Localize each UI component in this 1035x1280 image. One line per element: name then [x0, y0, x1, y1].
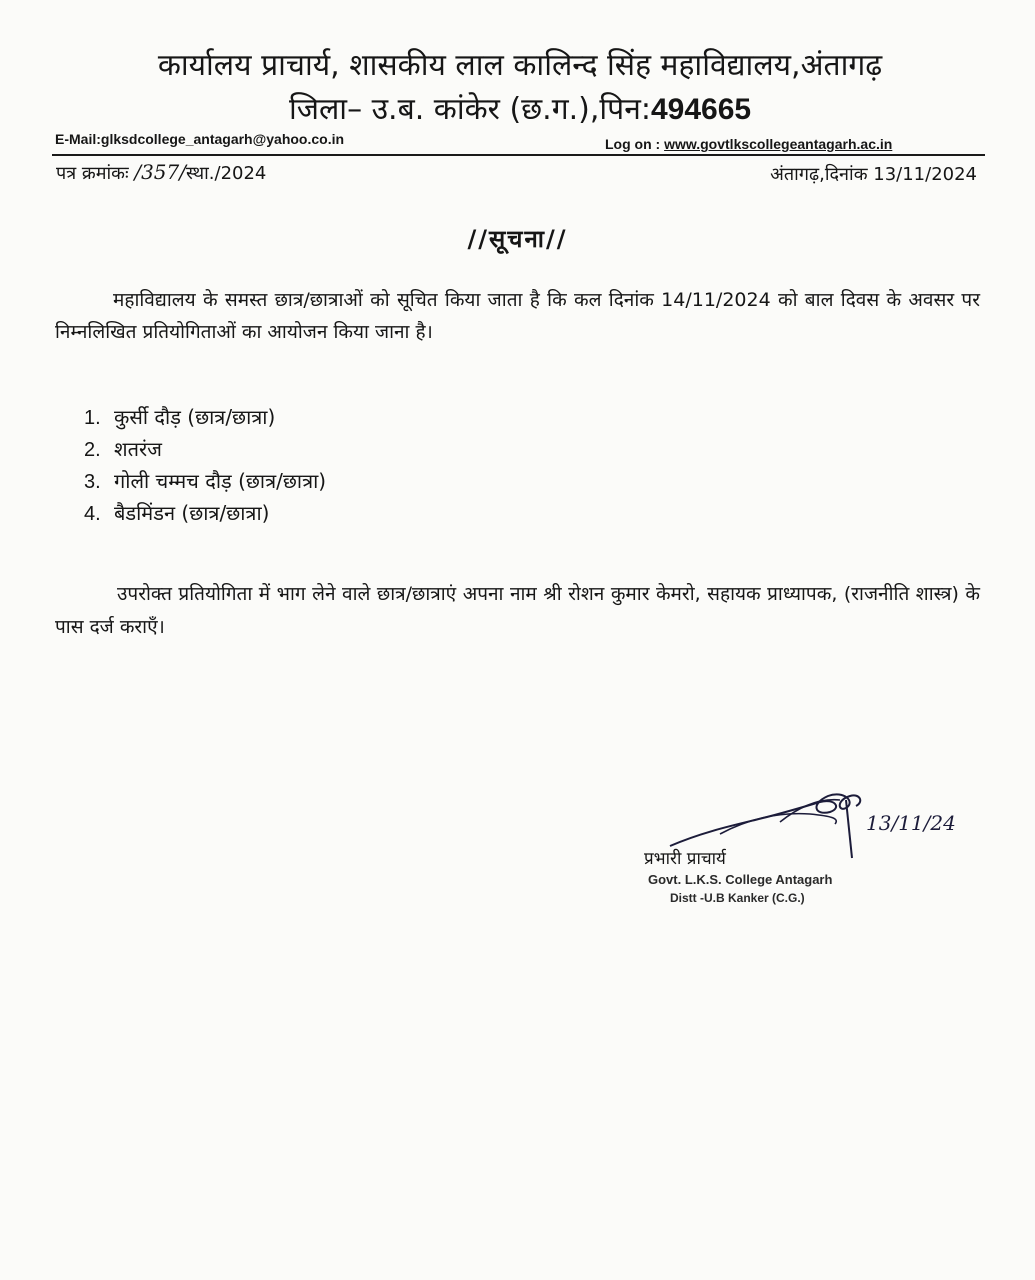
signatory-designation: प्रभारी प्राचार्य	[644, 849, 726, 869]
item-label: शतरंज	[114, 437, 163, 461]
list-item	[84, 466, 326, 498]
pin-code: 494665	[650, 93, 752, 126]
reference-number: /357/	[134, 160, 186, 184]
website-url: www.govtlkscollegeantagarh.ac.in	[664, 136, 893, 152]
competition-list	[84, 402, 326, 530]
reference-prefix: पत्र क्रमांकः	[56, 163, 135, 184]
notice-title: //सूचना//	[467, 225, 568, 253]
notice-paragraph-2	[55, 578, 980, 644]
item-number: 1.	[84, 407, 101, 429]
item-number: 2.	[84, 439, 101, 461]
item-label: गोली चम्मच दौड़ (छात्र/छात्रा)	[114, 469, 327, 493]
item-label: कुर्सी दौड़ (छात्र/छात्रा)	[114, 405, 276, 429]
district-text: जिला– उ.ब. कांकेर (छ.ग.),पिन:	[288, 92, 651, 127]
website-line	[605, 136, 892, 152]
paragraph-2-text: उपरोक्त प्रतियोगिता में भाग लेने वाले छात्र/छात्राएं अपना नाम श्री रोशन कुमार केमरो, सहायक प्राध्यापक, (राजनीति शास्त्र) के पास दर्ज कराएँ।	[55, 583, 980, 638]
item-label: बैडमिंडन (छात्र/छात्रा)	[114, 501, 270, 525]
item-number: 3.	[84, 471, 101, 493]
office-header: कार्यालय प्राचार्य, शासकीय लाल कालिन्द सिंह महाविद्यालय,अंतागढ़	[157, 48, 883, 83]
letter-date: अंतागढ़,दिनांक 13/11/2024	[770, 164, 977, 185]
list-item	[84, 402, 326, 434]
reference-suffix: स्था./2024	[185, 163, 267, 184]
item-number: 4.	[84, 503, 101, 525]
paragraph-1-text: महाविद्यालय के समस्त छात्र/छात्राओं को सूचित किया जाता है कि कल दिनांक 14/11/2024 को बाल दिवस के अवसर पर निम्नलिखित प्रतियोगिताओं का आयोजन किया जाना है।	[55, 289, 980, 343]
notice-paragraph-1	[55, 284, 980, 348]
website-label: Log on :	[605, 136, 661, 152]
list-item	[84, 434, 326, 466]
college-stamp-line-2: Distt -U.B Kanker (C.G.)	[670, 891, 805, 905]
college-email: E-Mail:glksdcollege_antagarh@yahoo.co.in	[55, 131, 345, 147]
college-stamp-line-1: Govt. L.K.S. College Antagarh	[648, 872, 833, 887]
list-item	[84, 498, 326, 530]
district-header	[40, 88, 1000, 132]
letter-reference	[56, 160, 266, 185]
signature-date: 13/11/24	[866, 811, 956, 835]
header-divider	[52, 154, 985, 156]
